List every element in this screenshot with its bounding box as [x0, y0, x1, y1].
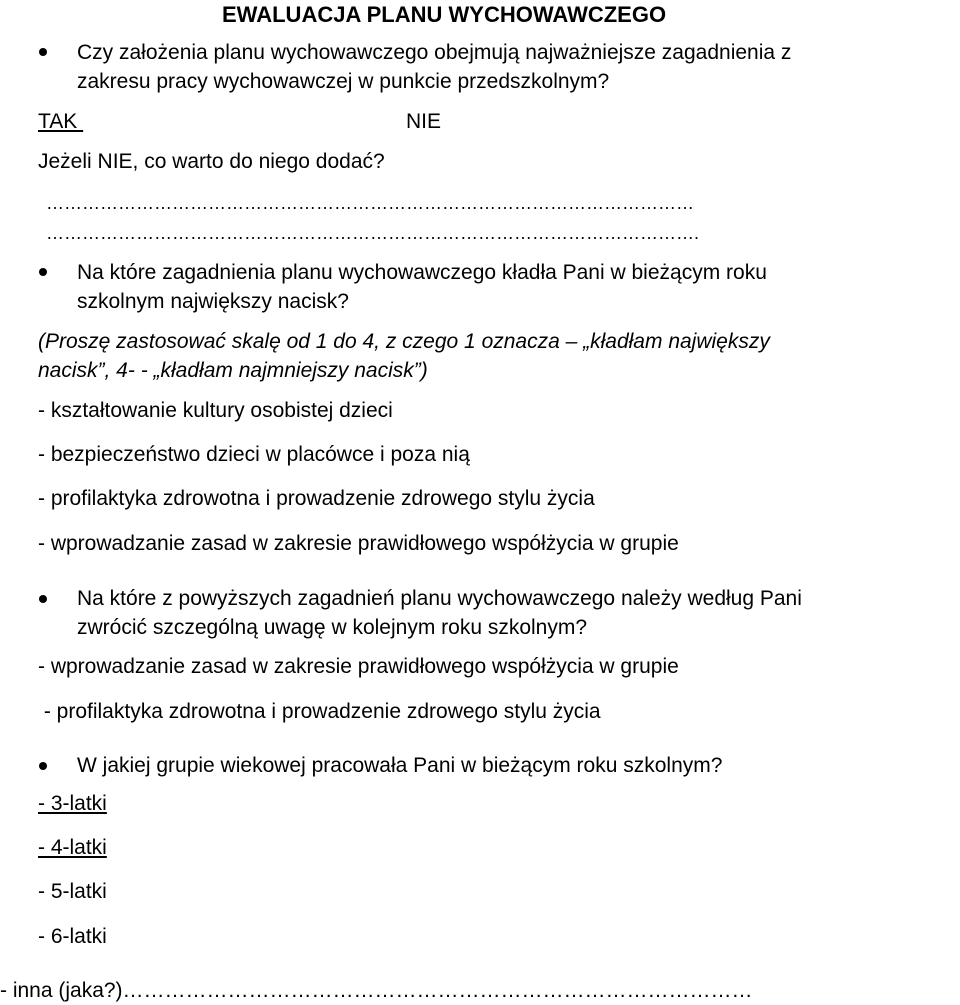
q2-instruction-2: nacisk”, 4- - „kładłam najmniejszy nacisk”): [38, 359, 428, 382]
q2-instruction-1: (Proszę zastosować skalę od 1 do 4, z czego 1 oznacza – „kładłam największy: [38, 330, 770, 353]
bullet: [39, 762, 47, 770]
page-title: EWALUACJA PLANU WYCHOWAWCZEGO: [222, 2, 667, 27]
bullet: [39, 595, 47, 603]
q4-option: - 5-latki: [38, 880, 107, 903]
q3-line-2: zwrócić szczególną uwagę w kolejnym roku szkolnym?: [77, 616, 588, 639]
bullet: [39, 268, 47, 276]
q1-yes-option: TAK: [38, 110, 84, 133]
bullet: [39, 48, 47, 56]
q3-line-1: Na które z powyższych zagadnień planu wychowawczego należy według Pani: [77, 587, 802, 610]
q4-option: - 3-latki: [38, 792, 107, 815]
q2-line-1: Na które zagadnienia planu wychowawczego kładła Pani w bieżącym roku: [77, 261, 767, 284]
q2-line-2: szkolnym największy nacisk?: [77, 290, 349, 313]
q1-line-1: Czy założenia planu wychowawczego obejmują najważniejsze zagadnienia z: [77, 41, 792, 64]
q1-no-option: NIE: [406, 110, 442, 133]
q2-item: - profilaktyka zdrowotna i prowadzenie zdrowego stylu życia: [38, 487, 595, 510]
q2-item: - wprowadzanie zasad w zakresie prawidłowego współżycia w grupie: [38, 532, 679, 555]
q3-answer: - profilaktyka zdrowotna i prowadzenie zdrowego stylu życia: [38, 700, 601, 723]
q2-item: - bezpieczeństwo dzieci w placówce i poza nią: [38, 443, 470, 466]
q4-option: - 4-latki: [38, 836, 107, 859]
q2-item: - kształtowanie kultury osobistej dzieci: [38, 399, 393, 422]
answer-dots-line: ……………………………………………………………………………………………….: [46, 223, 700, 243]
q4-question: W jakiej grupie wiekowej pracowała Pani w bieżącym roku szkolnym?: [77, 754, 723, 777]
answer-dots-line: ………………………………………………………………………………………………: [46, 193, 694, 213]
q1-line-2: zakresu pracy wychowawczej w punkcie przedszkolnym?: [77, 70, 610, 93]
q1-followup: Jeżeli NIE, co warto do niego dodać?: [38, 150, 385, 173]
q4-option: - 6-latki: [38, 925, 107, 948]
q4-other-option: - inna (jaka?)………………………………………………………………………………: [0, 979, 753, 1002]
q3-answer: - wprowadzanie zasad w zakresie prawidłowego współżycia w grupie: [38, 655, 679, 678]
